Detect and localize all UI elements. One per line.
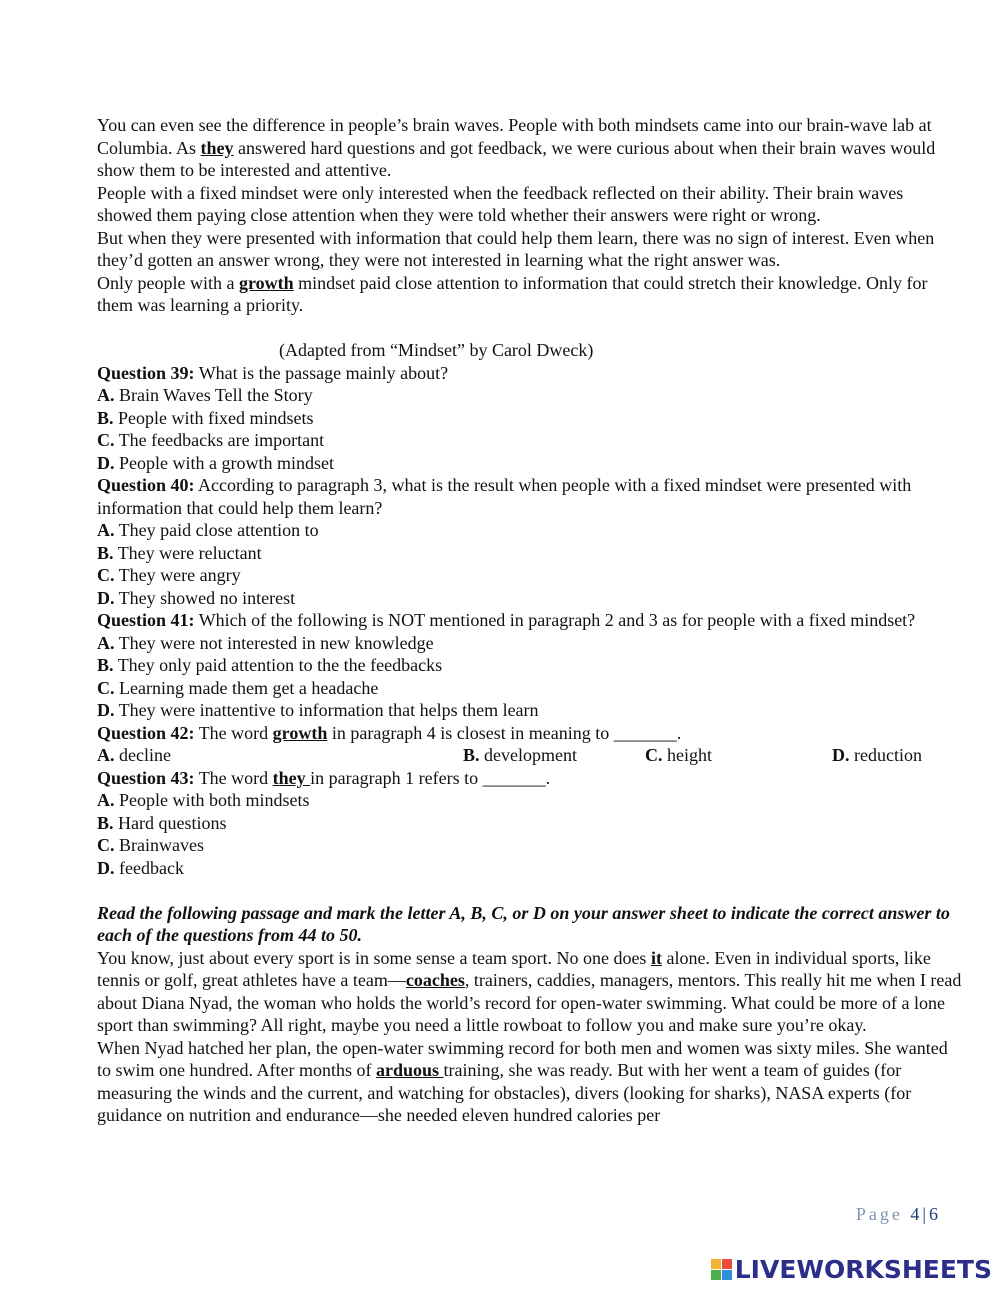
section-instruction: Read the following passage and mark the letter A, B, C, or D on your answer sheet to indicate the correct answer to each of the questions from 44 to 50. xyxy=(97,902,950,945)
q43-option-c[interactable]: C. Brainwaves xyxy=(97,835,204,855)
q42-option-b[interactable]: B. development xyxy=(463,745,577,765)
q39-option-c[interactable]: C. The feedbacks are important xyxy=(97,430,325,450)
passage2-paragraph1: You know, just about every sport is in some sense a team sport. No one does it alone. Even in individual sports, like tennis or golf, great athletes have a team—coaches, trainers, caddies, managers, mentors. This really hit me when I read about Diana Nyad, the woman who holds the world’s record for open-water swimming. What could be more of a lone sport than swimming? All right, maybe you need a little rowboat to follow you and make sure you’re okay. xyxy=(97,947,962,1035)
question-42: Question 42: The word growth in paragraph 4 is closest in meaning to _______. xyxy=(97,722,682,743)
q39-option-d[interactable]: D. People with a growth mindset xyxy=(97,452,334,473)
q41-option-c[interactable]: C. Learning made them get a headache xyxy=(97,677,379,698)
question-43: Question 43: The word they in paragraph 1 refers to _______. xyxy=(97,767,551,788)
brand-name: LIVEWORKSHEETS xyxy=(734,1255,992,1284)
underlined-word-they-q43: they xyxy=(272,767,311,788)
underlined-word-growth-q42: growth xyxy=(272,722,328,743)
passage1-paragraph4: Only people with a growth mindset paid close attention to information that could stretch their knowledge. Only for them was learning a priority. xyxy=(97,272,928,315)
underlined-word-growth: growth xyxy=(238,272,294,293)
passage1-paragraph1: You can even see the difference in people’s brain waves. People with both mindsets came into our brain-wave lab at Columbia. As they answered hard questions and got feedback, we were curious about when their brain waves would show them to be interested and attentive. xyxy=(97,115,936,180)
page-separator: | xyxy=(922,1204,926,1224)
passage-source: (Adapted from “Mindset” by Carol Dweck) xyxy=(279,340,594,360)
q40-option-c[interactable]: C. They were angry xyxy=(97,565,241,585)
liveworksheets-logo-icon xyxy=(711,1259,732,1280)
passage1-paragraph3: But when they were presented with information that could help them learn, there was no sign of interest. Even when they’d gotten an answer wrong, they were not interested in learning what the right answer was. xyxy=(97,227,935,270)
page-total: 6 xyxy=(929,1204,938,1224)
q40-option-a[interactable]: A. They paid close attention to xyxy=(97,520,319,540)
section-gap xyxy=(97,879,962,902)
passage1-paragraph2: People with a fixed mindset were only interested when the feedback reflected on their ability. Their brain waves showed them paying close attention when they were told whether their answers were right or wrong. xyxy=(97,182,904,225)
q42-options-row xyxy=(97,744,962,767)
passage2-paragraph2: When Nyad hatched her plan, the open-water swimming record for both men and women was sixty miles. She wanted to swim one hundred. After months of arduous training, she was ready. But with her went a team of guides (for measuring the winds and the current, and watching for obstacles), divers (looking for sharks), NASA experts (for guidance on nutrition and endurance—she needed eleven hundred calories per xyxy=(97,1037,948,1125)
underlined-word-they: they xyxy=(200,137,234,158)
q42-option-d[interactable]: D. reduction xyxy=(832,745,922,765)
q39-option-a[interactable]: A. Brain Waves Tell the Story xyxy=(97,385,313,405)
underlined-word-arduous: arduous xyxy=(375,1060,444,1080)
question-41: Question 41: Which of the following is NOT mentioned in paragraph 2 and 3 as for people with a fixed mindset? xyxy=(97,610,916,630)
q41-option-d[interactable]: D. They were inattentive to information that helps them learn xyxy=(97,700,539,720)
document-page xyxy=(97,114,962,1127)
page-label: Page xyxy=(855,1204,903,1224)
q43-option-a[interactable]: A. People with both mindsets xyxy=(97,790,310,810)
q41-option-a[interactable]: A. They were not interested in new knowledge xyxy=(97,632,434,653)
underlined-word-it: it xyxy=(650,947,662,968)
liveworksheets-brand[interactable] xyxy=(711,1255,992,1284)
question-39: Question 39: What is the passage mainly about? xyxy=(97,362,449,383)
q40-option-d[interactable]: D. They showed no interest xyxy=(97,587,296,608)
underlined-word-coaches: coaches xyxy=(405,970,465,990)
q39-option-b[interactable]: B. People with fixed mindsets xyxy=(97,407,314,428)
q42-option-a[interactable]: A. decline xyxy=(97,745,171,765)
q43-option-b[interactable]: B. Hard questions xyxy=(97,812,227,833)
q40-option-b[interactable]: B. They were reluctant xyxy=(97,542,262,563)
q43-option-d[interactable]: D. feedback xyxy=(97,857,184,878)
page-current: 4 xyxy=(910,1204,920,1224)
q41-option-b[interactable]: B. They only paid attention to the the feedbacks xyxy=(97,655,443,675)
question-40: Question 40: According to paragraph 3, what is the result when people with a fixed mindset were presented with information that could help them learn? xyxy=(97,475,912,518)
q42-option-c[interactable]: C. height xyxy=(645,745,712,765)
page-number xyxy=(856,1204,938,1225)
